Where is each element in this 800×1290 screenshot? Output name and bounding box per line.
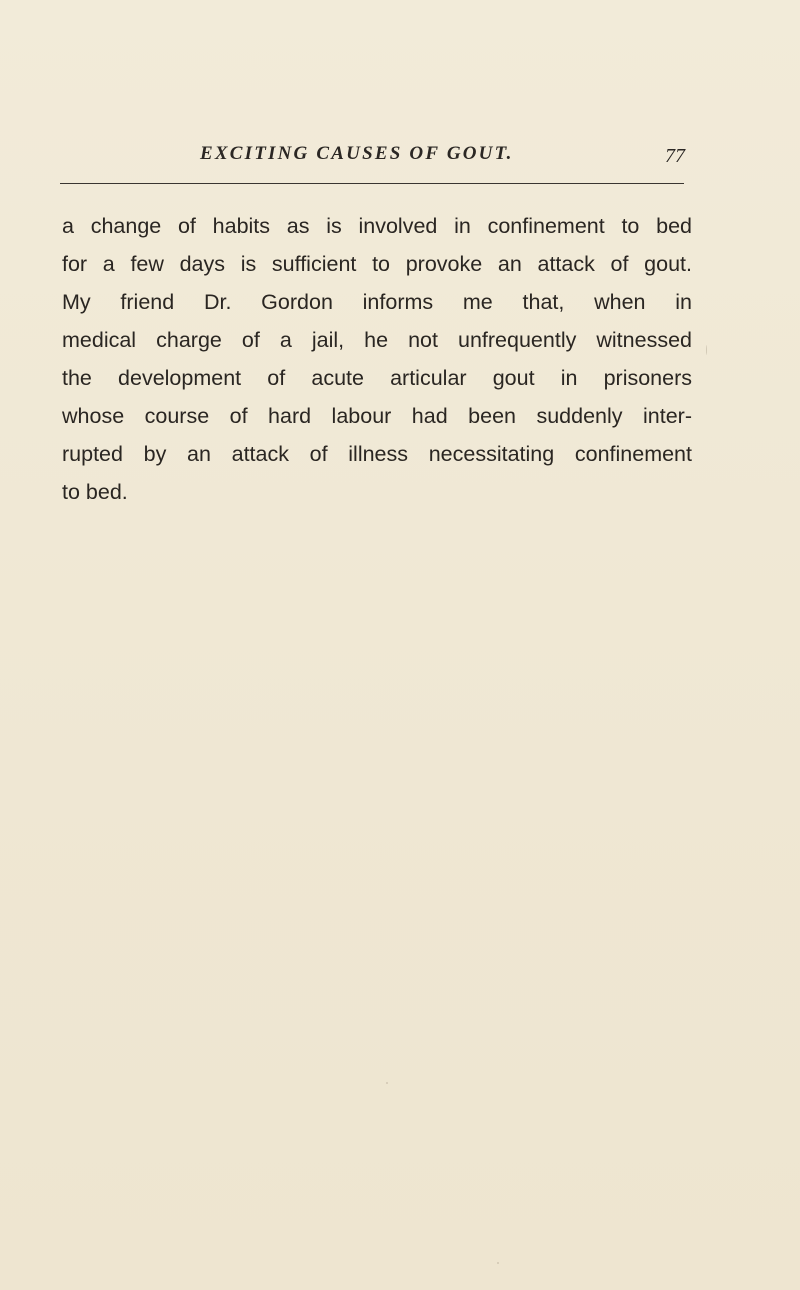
running-header [130, 143, 730, 173]
paper-speck [497, 1262, 499, 1264]
text-line: whose course of hard labour had been suddenly inter- [62, 404, 692, 428]
header-rule [60, 183, 684, 184]
text-line: a change of habits as is involved in confinement to bed [62, 214, 692, 238]
paper-speck [386, 1082, 388, 1084]
body-paragraph [62, 207, 692, 511]
text-line: rupted by an attack of illness necessitating confinement [62, 442, 692, 466]
text-line: for a few days is sufficient to provoke an attack of gout. [62, 252, 692, 276]
text-line: medical charge of a jail, he not unfrequently witnessed [62, 328, 692, 352]
text-line: to bed. [62, 480, 128, 504]
page-number: 77 [665, 145, 685, 167]
paper-speck [706, 345, 707, 355]
text-line: My friend Dr. Gordon informs me that, when in [62, 290, 692, 314]
running-title: EXCITING CAUSES OF GOUT. [200, 143, 514, 164]
text-line: the development of acute articular gout in prisoners [62, 366, 692, 390]
